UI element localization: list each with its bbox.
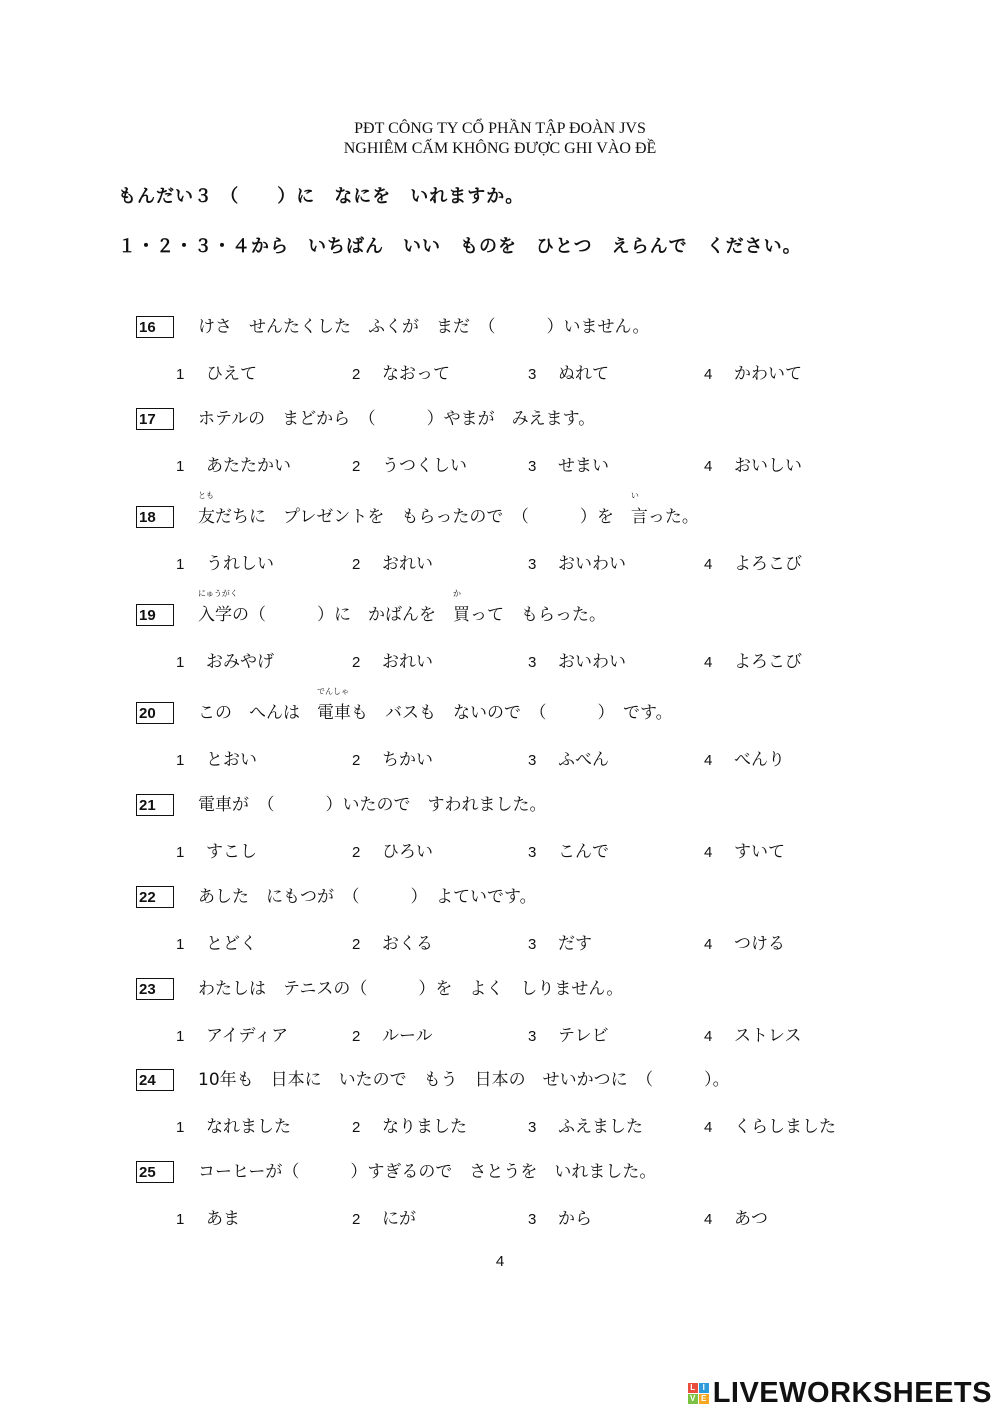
option-number: 4	[704, 1028, 713, 1045]
answer-option[interactable]	[528, 1206, 592, 1233]
question-row	[136, 589, 936, 632]
answer-option[interactable]	[176, 1206, 240, 1233]
question-row	[136, 316, 936, 344]
option-text: うつくしい	[382, 456, 467, 476]
question-text	[198, 589, 606, 628]
option-text: ふべん	[558, 750, 609, 770]
option-text: テレビ	[558, 1026, 609, 1046]
answer-option[interactable]	[704, 1206, 768, 1233]
furigana-reading: でんしゃ	[317, 687, 349, 696]
option-text: おいしい	[734, 456, 802, 476]
answer-option[interactable]	[352, 931, 433, 958]
option-number: 2	[352, 556, 361, 573]
answer-option[interactable]	[528, 747, 609, 774]
option-text: なりました	[382, 1117, 467, 1137]
logo-cell: V	[688, 1394, 698, 1404]
furigana-reading: とも	[198, 491, 214, 500]
answer-option[interactable]	[352, 361, 450, 388]
answer-option[interactable]	[176, 1114, 291, 1141]
option-number: 4	[704, 1211, 713, 1228]
option-number: 4	[704, 752, 713, 769]
option-text: とおい	[206, 750, 257, 770]
furigana-word	[317, 687, 351, 726]
header	[0, 119, 1000, 159]
option-number: 3	[528, 1119, 537, 1136]
question-text	[198, 687, 673, 726]
question-text: ホテルの まどから （ ）やまが みえます。	[198, 409, 596, 429]
option-text: なれました	[206, 1117, 291, 1137]
answer-option[interactable]	[528, 1023, 609, 1050]
option-number: 1	[176, 556, 185, 573]
liveworksheets-brand[interactable]	[688, 1376, 992, 1410]
answer-option[interactable]	[352, 1023, 433, 1050]
option-text: あつ	[734, 1209, 768, 1229]
option-number: 2	[352, 1119, 361, 1136]
answer-option[interactable]	[176, 1023, 288, 1050]
answer-option[interactable]	[352, 453, 467, 480]
option-number: 2	[352, 1211, 361, 1228]
option-text: よろこび	[734, 652, 802, 672]
answer-option[interactable]	[704, 1114, 836, 1141]
answer-option[interactable]	[176, 361, 257, 388]
option-text: ぬれて	[558, 364, 609, 384]
question-text	[198, 491, 699, 530]
answer-option[interactable]	[528, 361, 609, 388]
answer-options	[176, 931, 936, 957]
option-text: おみやげ	[206, 652, 274, 672]
answer-option[interactable]	[176, 839, 257, 866]
option-number: 4	[704, 366, 713, 383]
answer-option[interactable]	[704, 551, 802, 578]
answer-option[interactable]	[528, 931, 592, 958]
question-row	[136, 1069, 936, 1097]
question-number: 24	[136, 1069, 174, 1091]
option-number: 2	[352, 844, 361, 861]
option-text: おいわい	[558, 554, 626, 574]
answer-option[interactable]	[704, 931, 785, 958]
question-text: わたしは テニスの（ ）を よく しりません。	[198, 979, 624, 999]
furigana-reading: にゅうがく	[198, 589, 238, 598]
question-text-segment: この へんは	[198, 703, 317, 723]
option-number: 1	[176, 654, 185, 671]
question-number: 19	[136, 604, 174, 626]
option-number: 4	[704, 1119, 713, 1136]
question-row	[136, 978, 936, 1006]
liveworksheets-logo-icon	[688, 1383, 709, 1404]
furigana-word	[453, 589, 470, 628]
option-text: つける	[734, 934, 785, 954]
option-text: にが	[382, 1209, 416, 1229]
option-text: すこし	[206, 842, 257, 862]
logo-cell: I	[699, 1383, 709, 1393]
answer-option[interactable]	[176, 747, 257, 774]
option-text: とどく	[206, 934, 257, 954]
option-number: 4	[704, 654, 713, 671]
option-text: ひえて	[206, 364, 257, 384]
answer-option[interactable]	[176, 649, 274, 676]
question-text: けさ せんたくした ふくが まだ （ ）いません。	[198, 317, 650, 337]
option-number: 3	[528, 458, 537, 475]
option-text: だす	[558, 934, 592, 954]
option-text: ストレス	[734, 1026, 802, 1046]
option-text: せまい	[558, 456, 609, 476]
option-number: 4	[704, 556, 713, 573]
option-text: おいわい	[558, 652, 626, 672]
logo-cell: E	[699, 1394, 709, 1404]
answer-option[interactable]	[176, 551, 274, 578]
option-number: 3	[528, 1211, 537, 1228]
answer-options	[176, 747, 936, 773]
option-number: 1	[176, 1028, 185, 1045]
option-text: うれしい	[206, 554, 274, 574]
answer-options	[176, 1023, 936, 1049]
option-text: べんり	[734, 750, 785, 770]
header-line-2: NGHIÊM CẤM KHÔNG ĐƯỢC GHI VÀO ĐỀ	[343, 140, 657, 157]
answer-option[interactable]	[352, 551, 433, 578]
option-number: 4	[704, 458, 713, 475]
option-number: 1	[176, 752, 185, 769]
question-number: 16	[136, 316, 174, 338]
question-number: 25	[136, 1161, 174, 1183]
furigana-reading: い	[630, 491, 639, 500]
question-number: 23	[136, 978, 174, 1000]
answer-option[interactable]	[352, 649, 433, 676]
question-number: 17	[136, 408, 174, 430]
option-number: 1	[176, 1119, 185, 1136]
option-text: すいて	[734, 842, 785, 862]
brand-name: LIVEWORKSHEETS	[712, 1376, 992, 1409]
header-line-1: PĐT CÔNG TY CỔ PHẦN TẬP ĐOÀN JVS	[354, 120, 646, 137]
question-number: 22	[136, 886, 174, 908]
option-text: おれい	[382, 652, 433, 672]
answer-options	[176, 551, 936, 577]
question-text-segment: って もらった。	[470, 605, 606, 625]
furigana-word	[198, 589, 238, 628]
instruction-title: もんだい３ （ ）に なにを いれますか。	[118, 186, 525, 207]
option-number: 3	[528, 752, 537, 769]
option-text: ちかい	[382, 750, 433, 770]
furigana-reading: か	[453, 589, 461, 598]
option-text: こんで	[558, 842, 609, 862]
question-text: 10年も 日本に いたので もう 日本の せいかつに （ ）。	[198, 1070, 730, 1090]
option-text: あたたかい	[206, 456, 291, 476]
question-row	[136, 408, 936, 436]
question-text-segment: った。	[647, 507, 699, 527]
question-row	[136, 1161, 936, 1189]
question-text-segment: も バスも ないので （ ） です。	[351, 703, 673, 723]
question-text-segment: だちに プレゼントを もらったので （ ）を	[215, 507, 631, 527]
answer-option[interactable]	[176, 453, 291, 480]
answer-option[interactable]	[528, 453, 609, 480]
option-text: なおって	[382, 364, 450, 384]
option-text: ひろい	[382, 842, 433, 862]
answer-options	[176, 1114, 936, 1140]
answer-option[interactable]	[528, 649, 626, 676]
option-number: 3	[528, 654, 537, 671]
option-number: 2	[352, 936, 361, 953]
question-text: あした にもつが （ ） よていです。	[198, 887, 537, 907]
answer-option[interactable]	[352, 1114, 467, 1141]
question-row	[136, 687, 936, 730]
option-number: 1	[176, 844, 185, 861]
answer-option[interactable]	[704, 1023, 802, 1050]
answer-options	[176, 839, 936, 865]
option-number: 2	[352, 458, 361, 475]
answer-options	[176, 649, 936, 675]
option-number: 4	[704, 936, 713, 953]
furigana-word	[198, 491, 215, 530]
option-number: 1	[176, 1211, 185, 1228]
answer-option[interactable]	[528, 1114, 643, 1141]
option-text: おくる	[382, 934, 433, 954]
option-number: 2	[352, 654, 361, 671]
option-text: アイディア	[206, 1026, 289, 1046]
question-text-segment: の（ ）に かばんを	[232, 605, 453, 625]
kanji-base: 言	[630, 507, 648, 527]
answer-options	[176, 361, 936, 387]
answer-option[interactable]	[352, 747, 433, 774]
option-number: 4	[704, 844, 713, 861]
answer-option[interactable]	[528, 839, 609, 866]
answer-options	[176, 453, 936, 479]
question-text: 電車が （ ）いたので すわれました。	[198, 795, 547, 815]
kanji-base: 電車	[317, 703, 351, 723]
option-number: 3	[528, 1028, 537, 1045]
question-text: コーヒーが（ ）すぎるので さとうを いれました。	[198, 1162, 657, 1182]
question-row	[136, 794, 936, 822]
kanji-base: 入学	[198, 605, 232, 625]
furigana-word	[630, 491, 648, 530]
answer-option[interactable]	[528, 551, 626, 578]
answer-option[interactable]	[352, 1206, 416, 1233]
option-number: 2	[352, 752, 361, 769]
kanji-base: 友	[198, 507, 215, 527]
answer-option[interactable]	[704, 361, 802, 388]
question-number: 20	[136, 702, 174, 724]
question-row	[136, 491, 936, 534]
option-number: 2	[352, 366, 361, 383]
option-number: 3	[528, 366, 537, 383]
instruction-text: １・２・３・４から いちばん いい ものを ひとつ えらんで ください。	[118, 236, 802, 257]
answer-options	[176, 1206, 936, 1232]
answer-option[interactable]	[352, 839, 433, 866]
question-row	[136, 886, 936, 914]
answer-option[interactable]	[704, 649, 802, 676]
option-number: 3	[528, 936, 537, 953]
page-number: 4	[495, 1253, 505, 1270]
answer-option[interactable]	[704, 839, 785, 866]
option-number: 1	[176, 936, 185, 953]
option-text: あま	[206, 1209, 240, 1229]
question-number: 18	[136, 506, 174, 528]
option-text: かわいて	[734, 364, 802, 384]
option-text: よろこび	[734, 554, 802, 574]
kanji-base: 買	[453, 605, 470, 625]
option-number: 2	[352, 1028, 361, 1045]
option-text: おれい	[382, 554, 433, 574]
option-text: から	[558, 1209, 592, 1229]
option-number: 3	[528, 844, 537, 861]
option-number: 1	[176, 458, 185, 475]
option-text: ふえました	[558, 1117, 643, 1137]
logo-cell: L	[688, 1383, 698, 1393]
option-number: 3	[528, 556, 537, 573]
option-text: くらしました	[734, 1117, 836, 1137]
option-number: 1	[176, 366, 185, 383]
option-text: ルール	[382, 1026, 433, 1046]
answer-option[interactable]	[176, 931, 257, 958]
question-number: 21	[136, 794, 174, 816]
answer-option[interactable]	[704, 747, 785, 774]
answer-option[interactable]	[704, 453, 802, 480]
